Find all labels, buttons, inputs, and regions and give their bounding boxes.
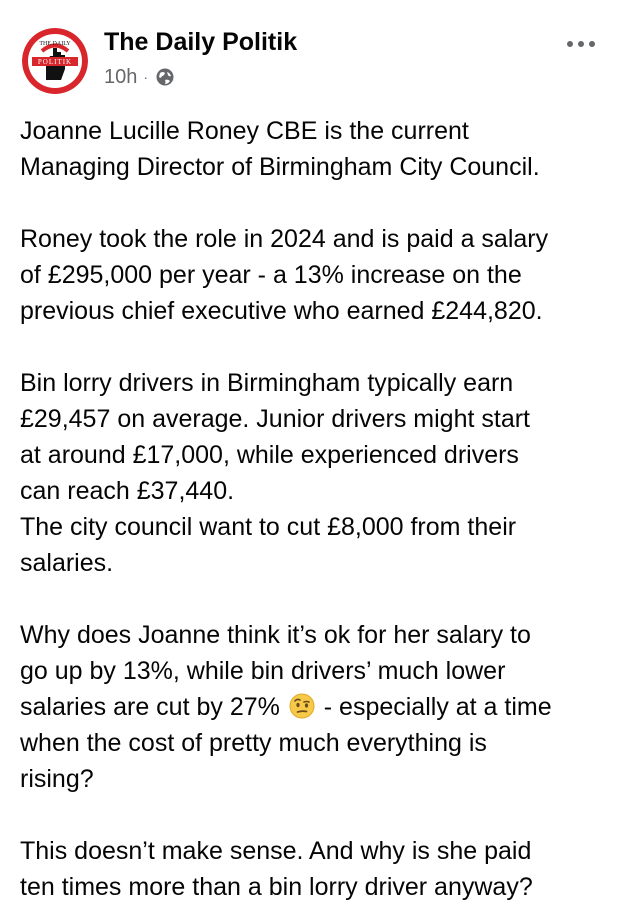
meta-separator: · xyxy=(143,69,149,85)
paragraph-3 xyxy=(20,365,610,581)
emoji-line-before: salaries are cut by 27% xyxy=(20,693,280,721)
paragraph-line: previous chief executive who earned £244,820. xyxy=(20,297,543,325)
post-meta xyxy=(104,64,175,90)
paragraph-line: The city council want to cut £8,000 from their xyxy=(20,513,517,541)
paragraph-line: £29,457 on average. Junior drivers might start xyxy=(20,405,530,433)
paragraph-line: Managing Director of Birmingham City Council. xyxy=(20,153,540,181)
daily-politik-logo-icon xyxy=(22,28,88,94)
paragraph-line: can reach £37,440. xyxy=(20,477,235,505)
paragraph-4 xyxy=(20,617,610,797)
paragraph-line: Bin lorry drivers in Birmingham typically earn xyxy=(20,369,514,397)
logo-text-bottom: POLITIK xyxy=(37,58,73,66)
paragraph-5 xyxy=(20,833,610,905)
emoji-line-after: - especially at a time xyxy=(323,693,552,721)
more-options-button[interactable] xyxy=(562,34,600,54)
logo-text-top: THE DAILY xyxy=(39,41,71,47)
paragraph-line: when the cost of pretty much everything is xyxy=(20,729,487,757)
paragraph-line: This doesn’t make sense. And why is she paid xyxy=(20,837,532,865)
raised-eyebrow-face-icon xyxy=(289,693,315,719)
paragraph-line: Joanne Lucille Roney CBE is the current xyxy=(20,117,469,145)
more-options-icon xyxy=(578,41,584,47)
more-options-icon xyxy=(567,41,573,47)
post-header xyxy=(20,22,600,98)
post-body xyxy=(20,113,610,905)
paragraph-line: rising? xyxy=(20,765,94,793)
paragraph-line-with-emoji xyxy=(20,689,610,725)
post-timestamp[interactable]: 10h xyxy=(104,65,138,88)
paragraph-2 xyxy=(20,221,610,329)
paragraph-line: go up by 13%, while bin drivers’ much lower xyxy=(20,657,506,685)
paragraph-line: of £295,000 per year - a 13% increase on the xyxy=(20,261,522,289)
paragraph-line: ten times more than a bin lorry driver anyway? xyxy=(20,873,533,901)
paragraph-line: at around £17,000, while experienced drivers xyxy=(20,441,519,469)
paragraph-line: salaries. xyxy=(20,549,114,577)
paragraph-1 xyxy=(20,113,610,185)
page-name[interactable]: The Daily Politik xyxy=(104,28,298,56)
paragraph-line: Roney took the role in 2024 and is paid a salary xyxy=(20,225,549,253)
more-options-icon xyxy=(589,41,595,47)
paragraph-line: Why does Joanne think it’s ok for her salary to xyxy=(20,621,531,649)
globe-icon[interactable] xyxy=(155,67,175,87)
page-avatar[interactable] xyxy=(22,28,88,94)
